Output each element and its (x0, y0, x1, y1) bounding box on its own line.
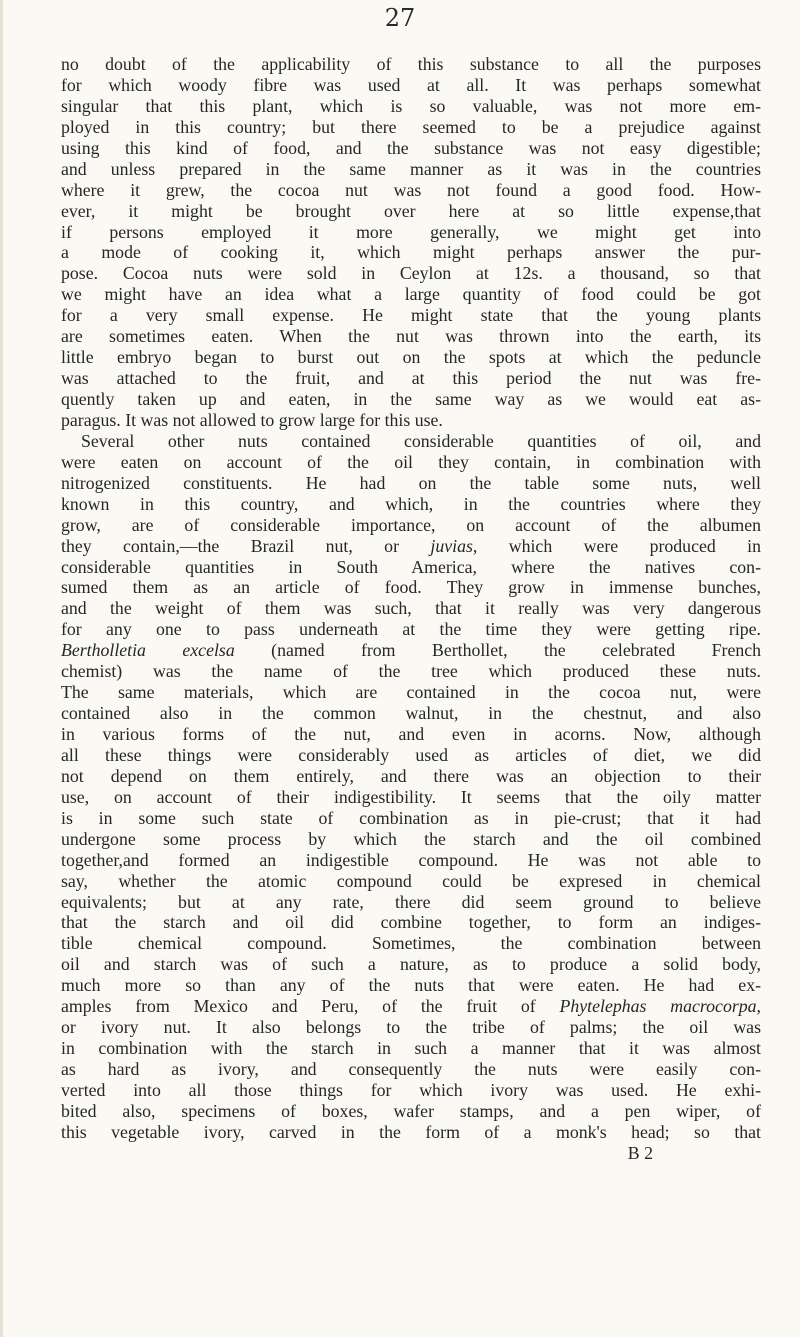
text-line: use, on account of their indigestibility. It seems that the oily matter (61, 786, 761, 807)
text-line: in combination with the starch in such a manner that it was almost (61, 1038, 761, 1059)
text-line: known in this country, and which, in the countries where they (61, 493, 761, 514)
text-line: are sometimes eaten. When the nut was thrown into the earth, its (61, 326, 761, 347)
text-line: say, whether the atomic compound could be expresed in chemical (61, 870, 761, 891)
text-line: were eaten on account of the oil they contain, in combination with (61, 451, 761, 472)
italic-term: juvias (430, 535, 473, 556)
text-line: ever, it might be brought over here at so little expense,that (61, 200, 761, 221)
text-line: that the starch and oil did combine together, to form an indiges- (61, 912, 761, 933)
text-line: ployed in this country; but there seemed to be a prejudice against (61, 116, 761, 137)
text-line: or ivory nut. It also belongs to the tribe of palms; the oil was (61, 1017, 761, 1038)
text-line: chemist) was the name of the tree which produced these nuts. (61, 661, 761, 682)
text-line: much more so than any of the nuts that were eaten. He had ex- (61, 975, 761, 996)
text-line: for a very small expense. He might state that the young plants (61, 305, 761, 326)
text-line: not depend on them entirely, and there was an objection to their (61, 765, 761, 786)
text-line: all these things were considerably used as articles of diet, we did (61, 744, 761, 765)
text-line: nitrogenized constituents. He had on the table some nuts, well (61, 472, 761, 493)
text-line: using this kind of food, and the substance was not easy digestible; (61, 137, 761, 158)
text-line: verted into all those things for which ivory was used. He exhi- (61, 1079, 761, 1100)
text-line: amples from Mexico and Peru, of the fruit of Phytelephas macrocorpa, (61, 996, 761, 1017)
italic-term: Bertholletia excelsa (61, 640, 235, 661)
page-number: 27 (384, 4, 416, 32)
text-line: no doubt of the applicability of this substance to all the purposes (61, 54, 761, 74)
text-line: is in some such state of combination as in pie-crust; that it had (61, 807, 761, 828)
text-line: if persons employed it more generally, we might get into (61, 221, 761, 242)
signature-mark: B 2 (627, 1142, 653, 1163)
text-line: The same materials, which are contained in the cocoa nut, were (61, 682, 761, 703)
italic-term: Phytelephas macrocorpa (559, 996, 757, 1017)
text-line: singular that this plant, which is so valuable, was not more em- (61, 95, 761, 116)
text-line: pose. Cocoa nuts were sold in Ceylon at 12s. a thousand, so that (61, 263, 761, 284)
text-line: little embryo began to burst out on the spots at which the peduncle (61, 347, 761, 368)
text-line: equivalents; but at any rate, there did seem ground to believe (61, 891, 761, 912)
text-line: this vegetable ivory, carved in the form of a monk's head; so that (61, 1121, 761, 1142)
text-line: was attached to the fruit, and at this period the nut was fre- (61, 368, 761, 389)
text-line: and the weight of them was such, that it really was very dangerous (61, 598, 761, 619)
text-line: together,and formed an indigestible compound. He was not able to (61, 849, 761, 870)
text-line: oil and starch was of such a nature, as to produce a solid body, (61, 954, 761, 975)
text-line: undergone some process by which the starch and the oil combined (61, 828, 761, 849)
text-line: where it grew, the cocoa nut was not found a good food. How- (61, 179, 761, 200)
text-line: contained also in the common walnut, in the chestnut, and also (61, 703, 761, 724)
text-line: paragus. It was not allowed to grow large for this use. (61, 409, 443, 430)
text-line: in various forms of the nut, and even in acorns. Now, although (61, 724, 761, 744)
text-line: for any one to pass underneath at the time they were getting ripe. (61, 619, 761, 640)
text-line: bited also, specimens of boxes, wafer stamps, and a pen wiper, of (61, 1100, 761, 1121)
text-line: quently taken up and eaten, in the same way as we would eat as- (61, 389, 761, 409)
text-line: Bertholletia excelsa (named from Berthollet, the celebrated French (61, 640, 762, 661)
text-line: Several other nuts contained considerable quantities of oil, and (81, 430, 761, 451)
text-line: a mode of cooking it, which might perhaps answer the pur- (61, 242, 761, 263)
text-line: grow, are of considerable importance, on account of the albumen (61, 514, 761, 535)
page-edge (0, 0, 3, 1337)
text-line: we might have an idea what a large quantity of food could be got (61, 284, 761, 305)
text-line: as hard as ivory, and consequently the nuts were easily con- (61, 1059, 761, 1079)
text-line: tible chemical compound. Sometimes, the combination between (61, 933, 761, 954)
text-line: they contain,—the Brazil nut, or juvias, which were produced in (61, 535, 761, 556)
text-line: for which woody fibre was used at all. It was perhaps somewhat (61, 74, 761, 95)
text-line: and unless prepared in the same manner as it was in the countries (61, 158, 761, 179)
text-line: considerable quantities in South America, where the natives con- (61, 556, 761, 577)
text-line: sumed them as an article of food. They grow in immense bunches, (61, 577, 761, 598)
body-text (61, 54, 761, 1164)
